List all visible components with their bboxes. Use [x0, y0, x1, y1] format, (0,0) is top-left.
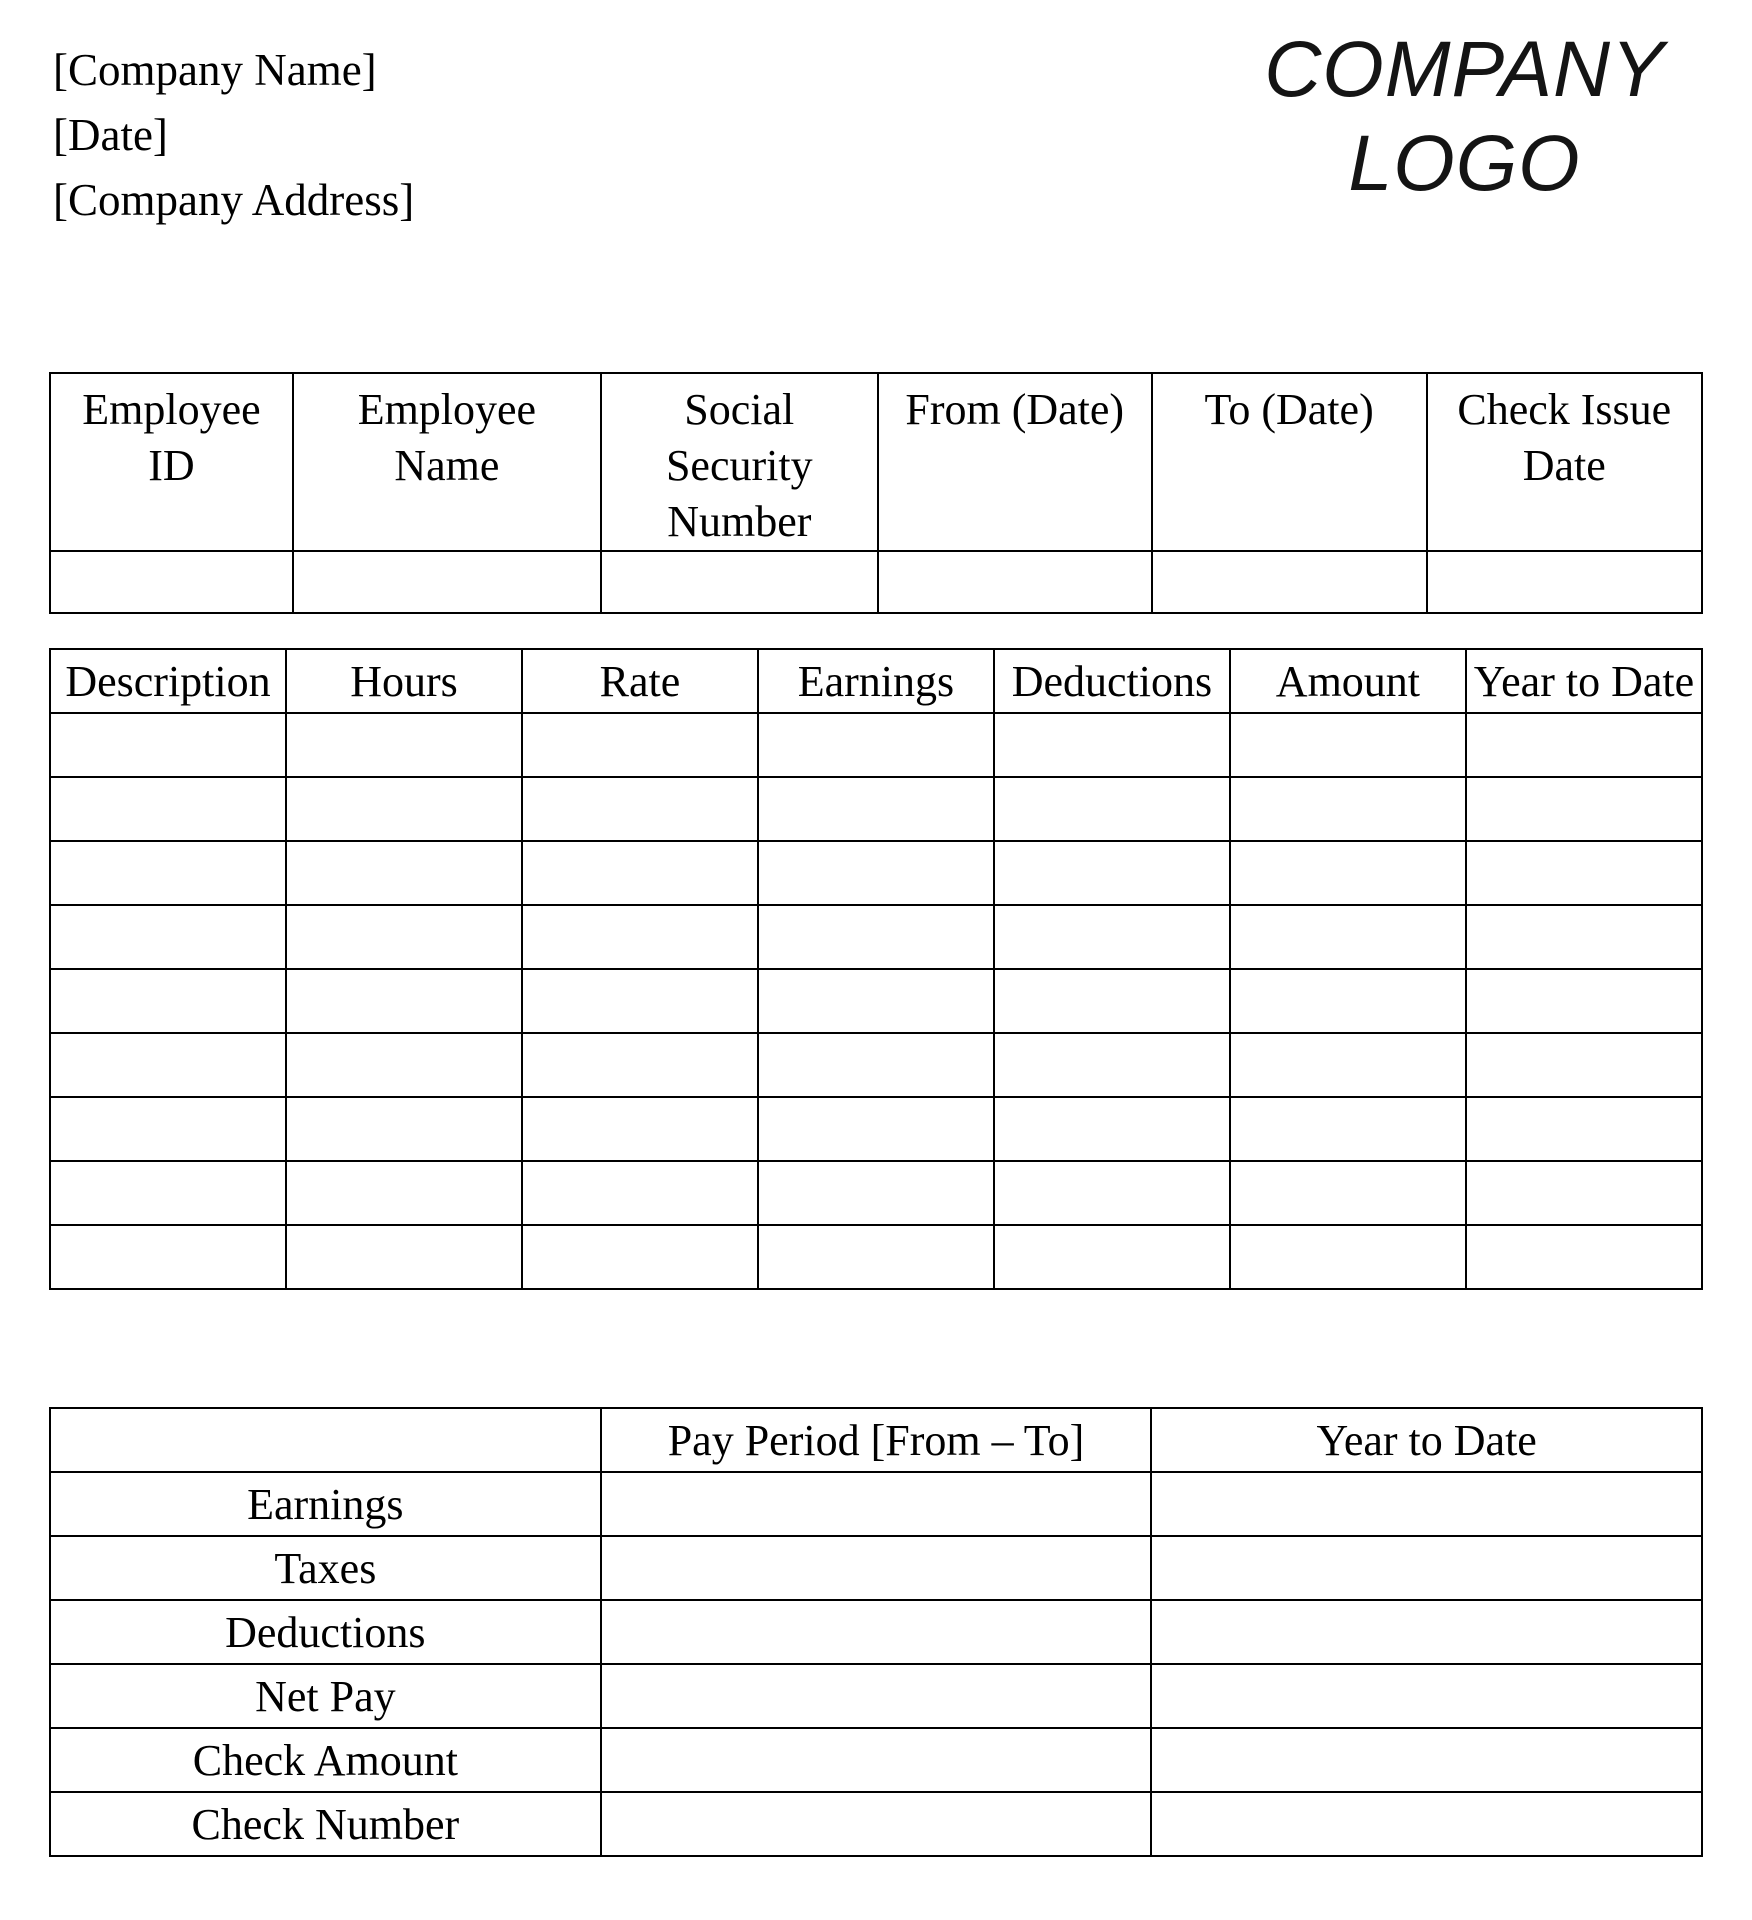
empty-cell[interactable] — [286, 777, 522, 841]
summary-row — [50, 1664, 1702, 1728]
empty-cell[interactable] — [1230, 1161, 1466, 1225]
company-logo — [1212, 22, 1717, 210]
empty-row — [50, 1033, 1702, 1097]
date-text: [Date] — [53, 110, 168, 160]
empty-cell[interactable] — [522, 969, 758, 1033]
empty-row — [50, 1161, 1702, 1225]
summary-table — [49, 1407, 1703, 1857]
empty-cell[interactable] — [1230, 1225, 1466, 1289]
empty-cell[interactable] — [1466, 777, 1702, 841]
empty-cell[interactable] — [1152, 551, 1427, 613]
empty-cell[interactable] — [758, 713, 994, 777]
empty-cell[interactable] — [1151, 1664, 1702, 1728]
header-earnings: Earnings — [758, 649, 994, 713]
empty-cell[interactable] — [522, 1033, 758, 1097]
empty-cell[interactable] — [994, 1225, 1230, 1289]
empty-cell[interactable] — [1230, 1033, 1466, 1097]
company-address-text: [Company Address] — [53, 175, 415, 225]
earnings-table-header-row — [50, 649, 1702, 713]
header-check-issue-date: Check Issue Date — [1427, 373, 1702, 551]
empty-cell[interactable] — [601, 1600, 1152, 1664]
empty-cell[interactable] — [1151, 1728, 1702, 1792]
logo-line-1: COMPANY — [1264, 24, 1665, 113]
empty-cell[interactable] — [522, 841, 758, 905]
row-label: Net Pay — [50, 1664, 601, 1728]
empty-cell[interactable] — [522, 713, 758, 777]
row-label: Taxes — [50, 1536, 601, 1600]
empty-cell[interactable] — [1466, 1097, 1702, 1161]
empty-cell[interactable] — [50, 1225, 286, 1289]
empty-cell[interactable] — [1466, 905, 1702, 969]
empty-row — [50, 841, 1702, 905]
row-label: Check Number — [50, 1792, 601, 1856]
empty-cell[interactable] — [50, 841, 286, 905]
empty-cell[interactable] — [994, 841, 1230, 905]
empty-cell[interactable] — [994, 1033, 1230, 1097]
empty-cell[interactable] — [50, 1097, 286, 1161]
empty-cell[interactable] — [1427, 551, 1702, 613]
empty-cell[interactable] — [50, 905, 286, 969]
header-rate: Rate — [522, 649, 758, 713]
row-label: Earnings — [50, 1472, 601, 1536]
empty-cell[interactable] — [1230, 905, 1466, 969]
empty-cell[interactable] — [1151, 1536, 1702, 1600]
empty-cell[interactable] — [286, 713, 522, 777]
summary-row — [50, 1728, 1702, 1792]
header-to-date: To (Date) — [1152, 373, 1427, 551]
empty-row — [50, 1097, 1702, 1161]
empty-cell[interactable] — [286, 1225, 522, 1289]
empty-cell[interactable] — [50, 1033, 286, 1097]
header-summary-year-to-date: Year to Date — [1151, 1408, 1702, 1472]
header-year-to-date: Year to Date — [1466, 649, 1702, 713]
empty-cell[interactable] — [758, 1097, 994, 1161]
empty-cell[interactable] — [286, 969, 522, 1033]
empty-cell[interactable] — [758, 1225, 994, 1289]
earnings-table — [49, 648, 1703, 1290]
empty-cell[interactable] — [522, 905, 758, 969]
empty-cell[interactable] — [50, 1161, 286, 1225]
logo-line-2: LOGO — [1348, 118, 1581, 207]
summary-row — [50, 1792, 1702, 1856]
header-deductions: Deductions — [994, 649, 1230, 713]
empty-cell[interactable] — [1466, 1225, 1702, 1289]
header-description: Description — [50, 649, 286, 713]
empty-cell[interactable] — [286, 841, 522, 905]
empty-cell[interactable] — [1151, 1472, 1702, 1536]
row-label: Deductions — [50, 1600, 601, 1664]
header-social-security-number: Social Security Number — [601, 373, 878, 551]
empty-cell[interactable] — [1466, 1033, 1702, 1097]
header-from-date: From (Date) — [878, 373, 1152, 551]
summary-row — [50, 1472, 1702, 1536]
summary-table-header-row — [50, 1408, 1702, 1472]
empty-cell[interactable] — [522, 1097, 758, 1161]
empty-cell[interactable] — [758, 841, 994, 905]
empty-cell[interactable] — [601, 1472, 1152, 1536]
empty-row — [50, 777, 1702, 841]
empty-cell[interactable] — [758, 1161, 994, 1225]
empty-cell[interactable] — [522, 1225, 758, 1289]
empty-cell[interactable] — [994, 777, 1230, 841]
empty-cell[interactable] — [522, 777, 758, 841]
empty-cell[interactable] — [286, 905, 522, 969]
empty-cell[interactable] — [293, 551, 601, 613]
empty-cell[interactable] — [1230, 713, 1466, 777]
empty-cell[interactable] — [994, 713, 1230, 777]
header-amount: Amount — [1230, 649, 1466, 713]
empty-cell[interactable] — [758, 777, 994, 841]
empty-row — [50, 713, 1702, 777]
empty-cell[interactable] — [601, 1664, 1152, 1728]
empty-cell[interactable] — [286, 1097, 522, 1161]
empty-cell[interactable] — [50, 777, 286, 841]
empty-cell[interactable] — [994, 1161, 1230, 1225]
empty-cell[interactable] — [50, 551, 293, 613]
empty-cell[interactable] — [50, 713, 286, 777]
company-name-text: [Company Name] — [53, 45, 377, 95]
empty-cell[interactable] — [601, 1536, 1152, 1600]
row-label: Check Amount — [50, 1728, 601, 1792]
company-info-block — [53, 38, 414, 233]
empty-cell[interactable] — [522, 1161, 758, 1225]
empty-row — [50, 905, 1702, 969]
empty-cell[interactable] — [286, 1033, 522, 1097]
header-blank — [50, 1408, 601, 1472]
empty-cell[interactable] — [878, 551, 1152, 613]
empty-cell[interactable] — [601, 1728, 1152, 1792]
header-employee-name: Employee Name — [293, 373, 601, 551]
empty-cell[interactable] — [601, 1792, 1152, 1856]
header-hours: Hours — [286, 649, 522, 713]
summary-row — [50, 1536, 1702, 1600]
empty-cell[interactable] — [1466, 713, 1702, 777]
empty-cell[interactable] — [1230, 841, 1466, 905]
empty-cell[interactable] — [286, 1161, 522, 1225]
empty-cell[interactable] — [1466, 1161, 1702, 1225]
empty-cell[interactable] — [1230, 777, 1466, 841]
empty-cell[interactable] — [994, 905, 1230, 969]
empty-cell[interactable] — [1151, 1792, 1702, 1856]
empty-cell[interactable] — [994, 1097, 1230, 1161]
empty-cell[interactable] — [1230, 969, 1466, 1033]
empty-cell[interactable] — [1466, 841, 1702, 905]
empty-cell[interactable] — [50, 969, 286, 1033]
empty-cell[interactable] — [1466, 969, 1702, 1033]
empty-cell[interactable] — [758, 969, 994, 1033]
header-employee-id: Employee ID — [50, 373, 293, 551]
empty-row — [50, 969, 1702, 1033]
empty-cell[interactable] — [601, 551, 878, 613]
summary-row — [50, 1600, 1702, 1664]
empty-row — [50, 551, 1702, 613]
employee-table-header-row — [50, 373, 1702, 551]
empty-cell[interactable] — [994, 969, 1230, 1033]
header-pay-period: Pay Period [From – To] — [601, 1408, 1152, 1472]
empty-row — [50, 1225, 1702, 1289]
employee-table — [49, 372, 1703, 614]
empty-cell[interactable] — [758, 1033, 994, 1097]
empty-cell[interactable] — [1151, 1600, 1702, 1664]
empty-cell[interactable] — [758, 905, 994, 969]
empty-cell[interactable] — [1230, 1097, 1466, 1161]
